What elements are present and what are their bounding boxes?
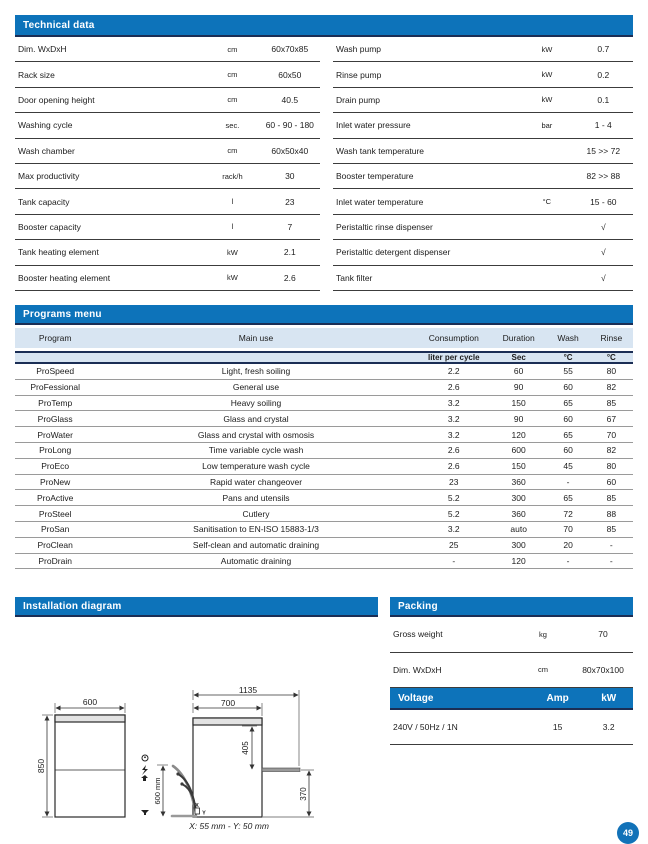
program-consumption: 25 — [449, 540, 459, 551]
voltage-row — [390, 710, 633, 745]
spec-value: 15 - 60 — [590, 196, 617, 207]
subcol-wash: °C — [563, 353, 573, 362]
spec-row — [15, 266, 320, 291]
program-consumption: 23 — [449, 476, 459, 487]
program-wash-temp: 65 — [563, 429, 573, 440]
program-rinse-temp: - — [609, 540, 613, 551]
programs-column-headers — [15, 328, 633, 348]
program-rinse-temp: 85 — [606, 397, 617, 408]
program-rinse-temp: 60 — [606, 476, 617, 487]
svg-text:700: 700 — [220, 698, 236, 708]
spec-label: Peristaltic detergent dispenser — [336, 247, 451, 258]
spec-label: Tank capacity — [18, 196, 70, 207]
program-name: ProClean — [37, 540, 73, 551]
svg-text:600: 600 — [82, 697, 98, 707]
program-row — [15, 411, 633, 427]
spec-unit: kW — [227, 247, 238, 257]
spec-label: Wash pump — [336, 44, 382, 55]
col-duration: Duration — [502, 333, 535, 343]
spec-row — [15, 37, 320, 62]
program-name: ProSan — [40, 524, 70, 535]
col-consumption: Consumption — [428, 333, 479, 343]
subcol-consumption: liter per cycle — [427, 353, 480, 362]
program-wash-temp: - — [566, 555, 570, 566]
voltage-amp-value: 15 — [552, 722, 563, 732]
spec-unit: l — [231, 222, 234, 232]
program-main-use: Sanitisation to EN-ISO 15883-1/3 — [193, 524, 319, 535]
packing-table — [390, 617, 633, 688]
program-rinse-temp: 88 — [606, 508, 617, 519]
program-wash-temp: 65 — [563, 397, 573, 408]
spec-value: 0.7 — [597, 44, 610, 55]
spec-value: 60x50 — [278, 69, 302, 80]
connection-hoses — [172, 766, 196, 816]
program-name: ProGlass — [37, 413, 73, 424]
voltage-table — [390, 710, 633, 745]
spec-value: 60 - 90 - 180 — [265, 120, 314, 131]
program-consumption: 3.2 — [447, 429, 460, 440]
spec-label: Wash chamber — [18, 145, 75, 156]
svg-text:370: 370 — [299, 787, 308, 801]
spec-value: √ — [600, 221, 606, 232]
program-duration: auto — [510, 524, 527, 535]
program-consumption: 3.2 — [447, 524, 460, 535]
program-duration: 360 — [511, 476, 526, 487]
spec-label: Rack size — [18, 69, 55, 80]
program-duration: 300 — [511, 540, 526, 551]
spec-unit: °C — [542, 197, 552, 207]
program-wash-temp: 60 — [563, 413, 573, 424]
program-duration: 150 — [511, 397, 526, 408]
utility-icons — [141, 755, 149, 815]
program-main-use: Low temperature wash cycle — [202, 461, 310, 472]
spec-row — [333, 240, 633, 265]
spec-label: Drain pump — [336, 94, 380, 105]
voltage-kw-label: kW — [601, 692, 617, 704]
spec-label: Inlet water temperature — [336, 196, 424, 207]
spec-unit: kW — [227, 273, 238, 283]
drain-icon — [141, 810, 149, 815]
diagram-caption: X: 55 mm - Y: 50 mm — [189, 821, 269, 831]
spec-row — [15, 62, 320, 87]
program-wash-temp: - — [566, 476, 570, 487]
program-name: ProSpeed — [36, 366, 75, 377]
spec-row — [333, 37, 633, 62]
spec-unit: rack/h — [222, 171, 243, 181]
program-name: ProTemp — [38, 397, 73, 408]
dim-front-height — [36, 715, 53, 817]
spec-unit: kW — [541, 70, 553, 80]
subcol-rinse: °C — [606, 353, 616, 362]
program-main-use: Light, fresh soiling — [221, 366, 291, 377]
voltage-kw-value: 3.2 — [602, 722, 615, 732]
programs-table — [15, 328, 633, 569]
program-duration: 60 — [513, 366, 524, 377]
open-door — [262, 768, 300, 772]
program-consumption: - — [452, 555, 456, 566]
program-consumption: 3.2 — [447, 413, 460, 424]
spec-value: 60x70x85 — [271, 44, 309, 55]
spec-unit: cm — [227, 70, 238, 80]
program-row — [15, 380, 633, 396]
program-wash-temp: 70 — [563, 524, 573, 535]
spec-label: Max productivity — [18, 171, 80, 182]
program-main-use: Rapid water changeover — [209, 476, 303, 487]
spec-value: √ — [600, 247, 606, 258]
svg-text:1135: 1135 — [238, 686, 258, 695]
spec-row — [333, 215, 633, 240]
water-inlet-icon — [141, 775, 148, 781]
dim-front-width — [55, 697, 125, 713]
page-number-badge: 49 — [617, 822, 639, 844]
spec-label: Booster temperature — [336, 171, 414, 182]
spec-unit: kW — [541, 95, 553, 105]
spec-row — [15, 189, 320, 214]
spec-row — [333, 62, 633, 87]
program-main-use: Glass and crystal — [223, 413, 289, 424]
voltage-header — [390, 688, 633, 710]
program-consumption: 2.6 — [447, 445, 460, 456]
program-main-use: Time variable cycle wash — [208, 445, 304, 456]
program-main-use: Heavy soiling — [230, 397, 282, 408]
water-meter-icon — [142, 755, 148, 761]
program-row — [15, 427, 633, 443]
col-wash: Wash — [557, 333, 579, 343]
packing-label: Gross weight — [393, 629, 443, 640]
program-rinse-temp: 67 — [606, 413, 617, 424]
svg-text:X: X — [195, 803, 199, 809]
spec-row — [333, 266, 633, 291]
spec-label: Wash tank temperature — [336, 145, 425, 156]
program-wash-temp: 55 — [563, 366, 573, 377]
spec-unit: bar — [541, 120, 553, 130]
program-row — [15, 459, 633, 475]
program-name: ProWater — [37, 429, 73, 440]
spec-row — [333, 189, 633, 214]
spec-row — [333, 164, 633, 189]
program-duration: 90 — [513, 382, 524, 393]
program-name: ProActive — [36, 492, 74, 503]
spec-unit: cm — [227, 95, 238, 105]
packing-header: Packing — [390, 597, 633, 617]
spec-row — [15, 164, 320, 189]
spec-label: Tank heating element — [18, 247, 99, 258]
spec-unit: l — [231, 197, 234, 207]
program-wash-temp: 60 — [563, 445, 573, 456]
front-view — [55, 715, 125, 817]
program-wash-temp: 45 — [563, 461, 573, 472]
spec-value: 7 — [287, 221, 293, 232]
program-rinse-temp: 80 — [606, 461, 617, 472]
program-consumption: 2.6 — [447, 461, 460, 472]
packing-unit: kg — [539, 629, 547, 639]
spec-label: Washing cycle — [18, 120, 73, 131]
program-wash-temp: 60 — [563, 382, 573, 393]
spec-label: Inlet water pressure — [336, 120, 411, 131]
technical-data-table-right — [333, 37, 633, 291]
packing-unit: cm — [538, 665, 548, 675]
spec-label: Tank filter — [336, 272, 373, 283]
spec-row — [15, 88, 320, 113]
spec-value: 1 - 4 — [594, 120, 612, 131]
spec-label: Rinse pump — [336, 69, 382, 80]
spec-value: 23 — [285, 196, 295, 207]
program-rinse-temp: 85 — [606, 524, 617, 535]
spec-row — [15, 215, 320, 240]
program-name: ProNew — [40, 476, 71, 487]
spec-label: Booster heating element — [18, 272, 111, 283]
program-consumption: 5.2 — [447, 508, 460, 519]
spec-unit: sec. — [225, 120, 240, 130]
program-rinse-temp: - — [609, 555, 613, 566]
spec-value: 2.1 — [283, 247, 296, 258]
program-wash-temp: 20 — [563, 540, 573, 551]
spec-row — [15, 113, 320, 138]
electric-connection-icon — [142, 765, 148, 775]
program-main-use: Pans and utensils — [222, 492, 290, 503]
program-wash-temp: 72 — [563, 508, 573, 519]
technical-data-table-left — [15, 37, 320, 291]
program-duration: 120 — [511, 555, 526, 566]
subcol-duration: Sec — [511, 353, 526, 362]
program-name: ProSteel — [38, 508, 72, 519]
spec-row — [15, 240, 320, 265]
spec-value: 60x50x40 — [271, 145, 309, 156]
packing-row — [390, 617, 633, 653]
voltage-title: Voltage — [398, 692, 434, 704]
program-name: ProLong — [39, 445, 72, 456]
program-main-use: Automatic draining — [220, 555, 292, 566]
spec-value: 0.1 — [597, 94, 610, 105]
spec-value: 30 — [285, 171, 295, 182]
program-row — [15, 490, 633, 506]
technical-data-header: Technical data — [15, 15, 633, 37]
program-rinse-temp: 70 — [606, 429, 617, 440]
program-duration: 600 — [511, 445, 526, 456]
spec-row — [333, 88, 633, 113]
dim-depth — [193, 698, 262, 716]
program-rinse-temp: 80 — [606, 366, 617, 377]
program-row — [15, 364, 633, 380]
program-name: ProEco — [41, 461, 70, 472]
program-name: ProFessional — [30, 382, 80, 393]
program-duration: 90 — [513, 413, 524, 424]
program-duration: 360 — [511, 508, 526, 519]
program-rinse-temp: 85 — [606, 492, 617, 503]
spec-value: 0.2 — [597, 69, 610, 80]
program-duration: 120 — [511, 429, 526, 440]
spec-row — [333, 139, 633, 164]
spec-value: √ — [600, 272, 606, 283]
svg-text:405: 405 — [241, 741, 250, 755]
installation-diagram-header: Installation diagram — [15, 597, 378, 617]
program-row — [15, 554, 633, 570]
spec-value: 82 >> 88 — [586, 171, 621, 182]
program-main-use: General use — [232, 382, 280, 393]
program-row — [15, 475, 633, 491]
program-consumption: 5.2 — [447, 492, 460, 503]
spec-label: Peristaltic rinse dispenser — [336, 221, 433, 232]
spec-row — [15, 139, 320, 164]
voltage-spec: 240V / 50Hz / 1N — [393, 722, 458, 732]
program-main-use: Self-clean and automatic draining — [192, 540, 320, 551]
programs-menu-header: Programs menu — [15, 305, 633, 325]
svg-text:600 mm: 600 mm — [153, 777, 162, 805]
packing-row — [390, 653, 633, 689]
program-main-use: Cutlery — [242, 508, 270, 519]
program-consumption: 2.6 — [447, 382, 460, 393]
spec-label: Dim. WxDxH — [18, 44, 67, 55]
program-row — [15, 538, 633, 554]
program-wash-temp: 65 — [563, 492, 573, 503]
svg-text:850: 850 — [36, 758, 46, 774]
program-rinse-temp: 82 — [606, 445, 617, 456]
spec-value: 2.6 — [283, 272, 296, 283]
col-main-use: Main use — [238, 333, 274, 343]
spec-value: 15 >> 72 — [586, 145, 621, 156]
spec-value: 40.5 — [281, 94, 299, 105]
svg-text:Y: Y — [202, 810, 206, 817]
packing-label: Dim. WxDxH — [393, 664, 442, 675]
program-rinse-temp: 82 — [606, 382, 617, 393]
program-consumption: 2.2 — [447, 366, 460, 377]
spec-label: Door opening height — [18, 94, 95, 105]
program-row — [15, 443, 633, 459]
program-row — [15, 522, 633, 538]
dim-connection-height — [153, 765, 168, 816]
packing-value: 80x70x100 — [582, 664, 624, 675]
spec-row — [333, 113, 633, 138]
installation-diagram-drawing — [15, 686, 390, 836]
program-duration: 150 — [511, 461, 526, 472]
spec-unit: cm — [227, 44, 238, 54]
program-duration: 300 — [511, 492, 526, 503]
spec-unit: kW — [541, 44, 553, 54]
programs-unit-headers — [15, 351, 633, 364]
program-name: ProDrain — [38, 555, 72, 566]
dim-door-open-height — [263, 770, 314, 817]
col-rinse: Rinse — [600, 333, 623, 343]
program-row — [15, 506, 633, 522]
spec-label: Booster capacity — [18, 221, 81, 232]
spec-unit: cm — [227, 146, 238, 156]
voltage-amp-label: Amp — [546, 692, 569, 704]
program-main-use: Glass and crystal with osmosis — [197, 429, 315, 440]
program-consumption: 3.2 — [447, 397, 460, 408]
program-row — [15, 396, 633, 412]
packing-value: 70 — [598, 629, 608, 640]
col-program: Program — [38, 333, 72, 343]
